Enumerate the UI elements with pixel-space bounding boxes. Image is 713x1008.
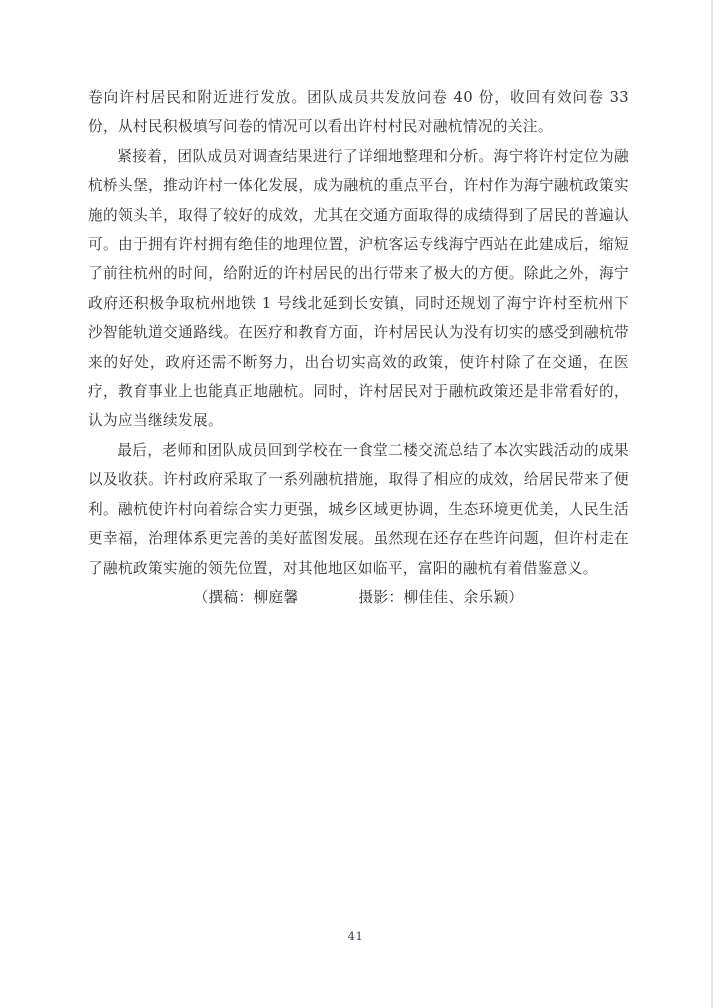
paragraph-analysis: 紧接着，团队成员对调查结果进行了详细地整理和分析。海宁将许村定位为融杭桥头堡，推动许村一体化发展，成为融杭的重点平台，许村作为海宁融杭政策实施的领头羊，取得了较好的成效，尤其在交通方面取得的成绩得到了居民的普遍认可。由于拥有许村拥有绝佳的地理位置，沪杭客运专线海宁西站在此建成后，缩短了前往杭州的时间，给附近的许村居民的出行带来了极大的方便。除此之外，海宁政府还积极争取杭州地铁 1 号线北延到长安镇，同时还规划了海宁许村至杭州下沙智能轨道交通路线。在医疗和教育方面，许村居民认为没有切实的感受到融杭带来的好处，政府还需不断努力，出台切实高效的政策，使许村除了在交通，在医疗，教育事业上也能真正地融杭。同时，许村居民对于融杭政策还是非常看好的，认为应当继续发展。 (88, 147, 629, 430)
page-number: 41 (347, 929, 364, 943)
credits-line: （撰稿：柳庭馨 摄影：柳佳佳、余乐颖） (193, 588, 524, 606)
paragraph-continuation: 卷向许村居民和附近进行发放。团队成员共发放问卷 40 份，收回有效问卷 33 份，从村民积极填写问卷的情况可以看出许村村民对融杭情况的关注。 (88, 89, 629, 136)
document-body (88, 83, 629, 612)
paragraph-conclusion: 最后，老师和团队成员回到学校在一食堂二楼交流总结了本次实践活动的成果以及收获。许村政府采取了一系列融杭措施，取得了相应的成效，给居民带来了便利。融杭使许村向着综合实力更强，城乡区域更协调，生态环境更优美，人民生活更幸福，治理体系更完善的美好蓝图发展。虽然现在还存在些许问题，但许村走在了融杭政策实施的领先位置，对其他地区如临平，富阳的融杭有着借鉴意义。 (88, 441, 629, 577)
